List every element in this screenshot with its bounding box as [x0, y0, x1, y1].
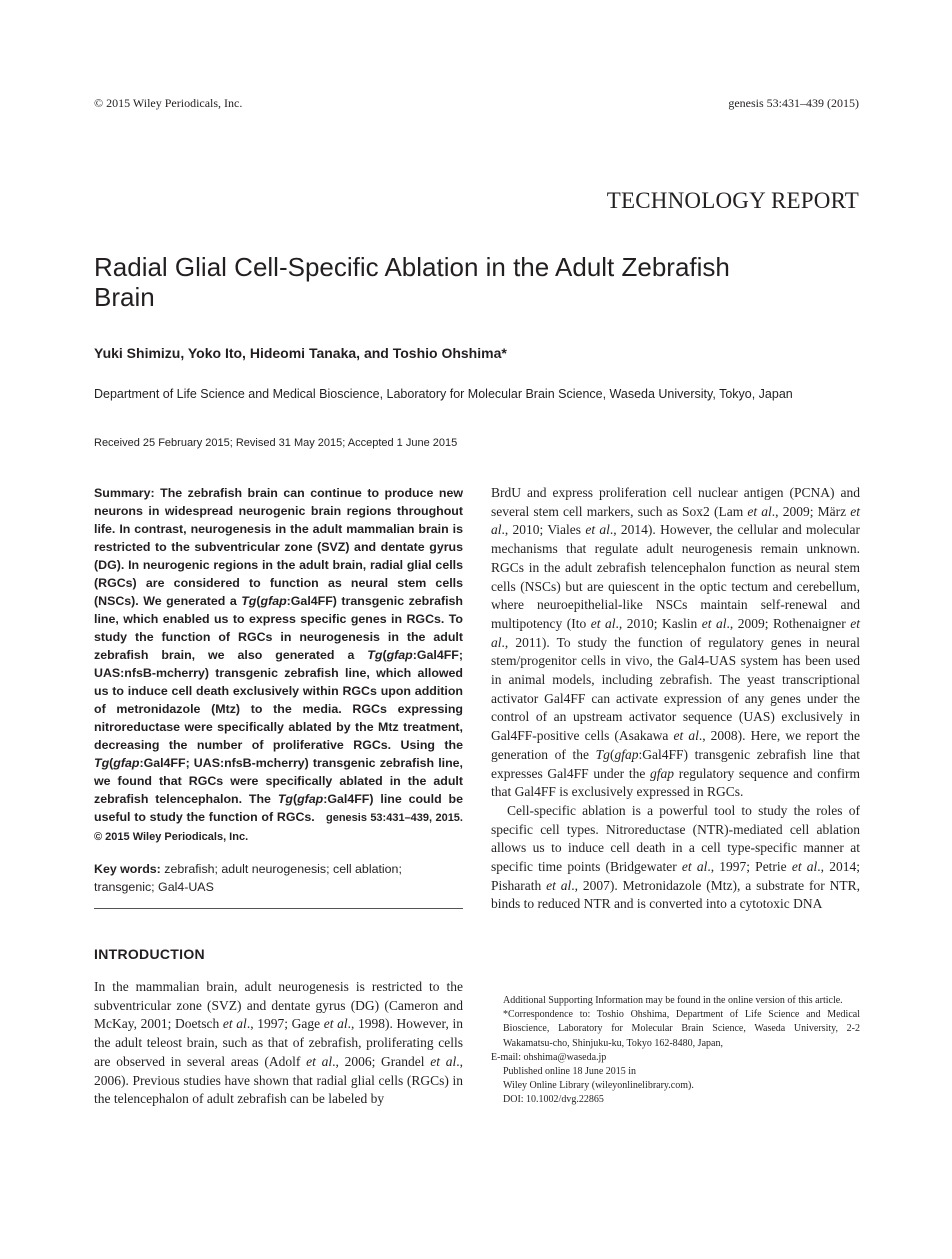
- summary-text: Tg: [277, 792, 293, 806]
- body-text: BrdU and express proliferation cell nuclear antigen (PCNA) and several stem cell markers, such as Sox2 (Lam: [491, 485, 860, 519]
- footnote-published: Published online 18 June 2015 in: [503, 1066, 637, 1078]
- intro-text: ., 1997; Gage: [246, 1016, 324, 1032]
- body-text: Tg: [595, 746, 610, 762]
- summary-text: :Gal4FF; UAS:nfsB-mcherry) transgenic zebrafish line, we found that RGCs were specifically ablated in the adult zebrafish telencephalon. The: [94, 756, 463, 806]
- body-text: et al: [791, 859, 818, 875]
- journal-reference: genesis 53:431–439 (2015): [728, 96, 859, 110]
- footnote-doi: DOI: 10.1002/dvg.22865: [503, 1094, 604, 1106]
- article-title: Radial Glial Cell-Specific Ablation in the Adult Zebrafish Brain: [94, 252, 730, 312]
- body-text: et al: [681, 859, 708, 875]
- body-paragraph: [491, 802, 860, 914]
- intro-text: et al: [430, 1053, 457, 1069]
- body-text: ., 2009; März: [771, 503, 851, 519]
- summary-abstract: [94, 484, 463, 846]
- section-divider: [94, 908, 463, 909]
- keywords: [94, 860, 463, 896]
- body-text: :Gal4FF) transgenic zebrafish line that expresses Gal4FF under the: [491, 746, 860, 781]
- intro-text: ., 2006). Previous studies have shown that radial glial cells (RGCs) in the telencephalon of adult zebrafish can be labeled by: [94, 1053, 464, 1107]
- body-text: et al: [585, 522, 610, 538]
- intro-text: ., 2006; Grandel: [332, 1053, 431, 1069]
- body-text: Cell-specific ablation is a powerful tool to study the roles of specific cell types. Nitroreductase (NTR)-mediated cell ablation allows us to induce cell death in a cell type-specific manner at specific time points (Bridgewater: [491, 802, 860, 875]
- summary-text: The zebrafish brain can continue to produce new neurons in widespread neurogenic brain regions throughout life. In contrast, neurogenesis in the adult mammalian brain is restricted to the subventricular zone (SVZ) and dentate gyrus (DG). In neurogenic regions in the adult brain, radial glial cells (RGCs) are considered to function as neural stem cells (NSCs). We generated a: [94, 486, 463, 608]
- summary-text: :Gal4FF) line could be useful to study the function of RGCs.: [94, 792, 463, 824]
- body-text: ., 2010; Viales: [501, 522, 586, 538]
- summary-text: Tg: [241, 594, 257, 608]
- summary-citation: genesis 53:431–439, 2015.: [325, 812, 463, 824]
- summary-text: gfap: [297, 792, 324, 806]
- keywords-label: Key words:: [94, 862, 161, 876]
- summary-text: Tg: [94, 756, 110, 770]
- body-text: (: [609, 746, 615, 762]
- summary-text: :Gal4FF; UAS:nfsB-mcherry) transgenic zebrafish line, which allowed us to induce cell death exclusively within RGCs upon addition of metronidazole (Mtz) to the media. RGCs expressing nitroreductase were specifically ablated by the Mtz treatment, decreasing the number of proliferative RGCs. Using the: [94, 648, 463, 752]
- summary-text: Tg: [367, 648, 383, 662]
- body-text: ., 2007). Metronidazole (Mtz), a substrate for NTR, binds to reduced NTR and is converted into a cytotoxic DNA: [491, 877, 860, 912]
- intro-text: et al: [323, 1016, 348, 1032]
- body-text: et al: [546, 877, 572, 893]
- footnote-supporting-info: Additional Supporting Information may be found in the online version of this article.: [503, 995, 843, 1006]
- footnote-email: E-mail: ohshima@waseda.jp: [491, 1051, 607, 1063]
- body-text: et al: [491, 503, 861, 538]
- body-text: et al: [673, 728, 699, 744]
- intro-text: ., 1998). However, in the adult teleost brain, such as that of zebrafish, proliferating cells are observed in several areas (Adolf: [94, 1016, 463, 1069]
- summary-text: (: [292, 792, 298, 806]
- intro-text: In the mammalian brain, adult neurogenesis is restricted to the subventricular zone (SVZ) and dentate gyrus (DG) (Cameron and McKay, 2001; Doetsch: [94, 979, 463, 1032]
- body-text: ., 2009; Rothenaigner: [726, 615, 851, 631]
- left-column: [94, 484, 463, 1122]
- summary-text: (: [256, 594, 261, 608]
- summary-text: (: [382, 648, 387, 662]
- footnotes: [491, 994, 860, 1108]
- body-text: ., 2008). Here, we report the generation of the: [491, 728, 860, 762]
- body-text: gfap: [650, 765, 675, 781]
- introduction-heading: INTRODUCTION: [94, 946, 205, 962]
- intro-text: et al: [222, 1016, 247, 1032]
- summary-text: gfap: [386, 648, 413, 662]
- body-text: et al: [747, 503, 772, 519]
- submission-dates: Received 25 February 2015; Revised 31 May 2015; Accepted 1 June 2015: [94, 437, 458, 449]
- keywords-text: zebrafish; adult neurogenesis; cell ablation; transgenic; Gal4-UAS: [94, 862, 402, 894]
- body-text: regulatory sequence and confirm that Gal4FF is exclusively expressed in RGCs.: [491, 765, 860, 800]
- body-text: ., 2010; Kaslin: [615, 615, 702, 631]
- summary-text: :Gal4FF) transgenic zebrafish line, which enabled us to express specific genes in RGCs. To study the function of RGCs in neurogenesis in the adult zebrafish brain, we also generated a: [94, 594, 463, 662]
- summary-text: gfap: [260, 594, 287, 608]
- body-paragraph: [491, 484, 860, 802]
- footnote-correspondence: *Correspondence to: Toshio Ohshima, Department of Life Science and Medical Bioscience, Laboratory for Molecular Brain Science, Waseda University, 2-2 Wakamatsu-cho, Shinjuku-ku, Tokyo 162-8480, Japan,: [503, 1009, 860, 1049]
- summary-text: (: [109, 756, 114, 770]
- intro-text: et al: [306, 1053, 333, 1069]
- footnote-library: Wiley Online Library (wileyonlinelibrary.com).: [503, 1080, 694, 1092]
- summary-rights: © 2015 Wiley Periodicals, Inc.: [94, 831, 249, 843]
- author-list: Yuki Shimizu, Yoko Ito, Hideomi Tanaka, and Toshio Ohshima*: [94, 345, 507, 361]
- right-column: [491, 484, 860, 914]
- section-label: TECHNOLOGY REPORT: [606, 188, 859, 213]
- body-text: ., 1997; Petrie: [707, 859, 792, 875]
- copyright-notice: © 2015 Wiley Periodicals, Inc.: [94, 96, 243, 110]
- body-text: ., 2014; Pisharath: [491, 859, 860, 893]
- body-text: et al: [590, 615, 616, 631]
- affiliation: Department of Life Science and Medical Bioscience, Laboratory for Molecular Brain Science, Waseda University, Tokyo, Japan: [94, 387, 793, 401]
- body-text: et al: [701, 615, 727, 631]
- body-text: ., 2011). To study the function of regulatory genes in neural stem/progenitor cells in vivo, the Gal4-UAS system has been used in animal models, including zebrafish. The yeast transcriptional activator Gal4FF can activate expression of any genes under the control of an upstream activator sequence (UAS) exclusively in Gal4FF-positive cells (Asakawa: [491, 634, 860, 744]
- summary-label: Summary:: [94, 486, 155, 500]
- body-text: gfap: [614, 746, 639, 762]
- introduction-paragraph: [94, 978, 463, 1109]
- body-text: et al: [491, 615, 861, 650]
- body-text: ., 2014). However, the cellular and molecular mechanisms that regulate adult neurogenesis remain unknown. RGCs in the adult zebrafish telencephalon function as neural stem cells (NSCs) but are quiescent in the optic tectum and cerebellum, where neuroepithelial-like NSCs maintain self-renewal and multipotency (Ito: [491, 522, 860, 631]
- summary-text: gfap: [113, 756, 140, 770]
